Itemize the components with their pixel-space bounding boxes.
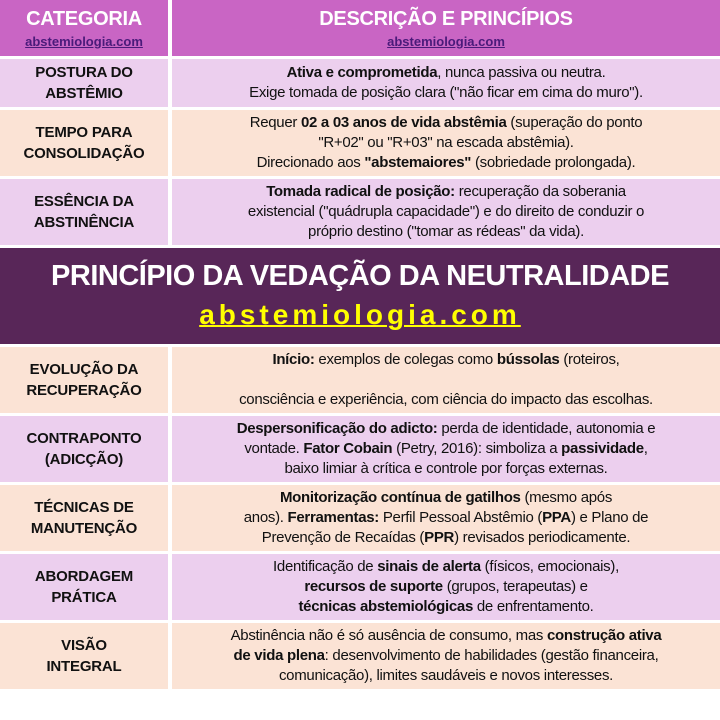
description-line [248,202,644,222]
table-row-description [172,623,720,689]
table-row-category [0,110,168,176]
category-line: (ADICÇÃO) [44,451,124,468]
category-line: ABSTÊMIO [45,85,123,102]
category-line: ESSÊNCIA DA [34,193,134,210]
text: : desenvolvimento de habilidades (gestão financeira, [324,647,659,664]
text: existencial ("quádrupla capacidade") e do direito de conduzir o [247,203,645,220]
emphasis-text: recursos de suporte [304,578,443,595]
text: vontade. [244,440,304,457]
category-line: VISÃO [61,637,107,654]
emphasis-text: de vida plena [233,647,325,664]
category-line: PRÁTICA [51,589,117,606]
description-line [250,113,643,133]
text: Perfil Pessoal Abstêmio ( [378,509,543,526]
text: , nunca passiva ou neutra. [437,64,606,81]
text: (sobriedade prolongada). [471,154,636,171]
table-row-category [0,416,168,482]
description-line [231,626,662,646]
text: Requer [249,114,301,131]
header-description [172,0,720,56]
text: ) revisados periodicamente. [454,529,631,546]
table-row-description [172,179,720,245]
description-line [444,370,448,390]
description-line [239,390,653,410]
description-line [287,63,606,83]
emphasis-text: Ferramentas: [287,509,379,526]
emphasis-text: "abstemaiores" [364,154,472,171]
header-description-title: DESCRIÇÃO E PRINCÍPIOS [319,7,573,30]
emphasis-text: Despersonificação do adicto: [236,420,438,437]
description-line [279,666,613,686]
text: de enfrentamento. [473,598,594,615]
emphasis-text: PPR [424,529,455,546]
text: (Petry, 2016): simboliza a [392,440,562,457]
table-row-category [0,554,168,620]
emphasis-text: PPA [542,509,571,526]
text: comunicação), limites saudáveis e novos interesses. [278,667,614,684]
table-row-description [172,554,720,620]
text: (superação do ponto [506,114,643,131]
banner-url[interactable]: abstemiologia.com [199,299,521,330]
description-line [244,439,647,459]
description-line [257,153,636,173]
description-line [280,488,612,508]
description-line [308,222,584,242]
emphasis-text: sinais de alerta [377,558,481,575]
table-row-description [172,110,720,176]
header-category [0,0,168,56]
text: Prevenção de Recaídas ( [261,529,425,546]
category-line: POSTURA DO [35,64,133,81]
text: baixo limiar à crítica e controle por forças externas. [284,460,608,477]
description-line [234,646,659,666]
category-line: EVOLUÇÃO DA [29,361,139,378]
category-line: MANUTENÇÃO [30,520,138,537]
banner-title: PRINCÍPIO DA VEDAÇÃO DA NEUTRALIDADE [51,260,669,292]
text: Abstinência não é só ausência de consumo, mas [230,627,547,644]
text: , [643,440,648,457]
description-line [272,350,619,370]
overlay-banner [0,248,720,344]
description-line [262,528,630,548]
description-line [249,83,643,103]
category-line: INTEGRAL [46,658,122,675]
text: (físicos, emocionais), [480,558,619,575]
category-line: TEMPO PARA [35,124,133,141]
text: ) e Plano de [570,509,649,526]
table-row-category [0,59,168,107]
description-line [298,597,593,617]
emphasis-text: 02 a 03 anos de vida abstêmia [300,114,507,131]
category-line: ABORDAGEM [34,568,134,585]
text: Exige tomada de posição clara ("não ficar em cima do muro"). [249,84,643,101]
description-line [273,557,619,577]
category-line: CONSOLIDAÇÃO [23,145,145,162]
category-line: TÉCNICAS DE [34,499,134,516]
category-line: ABSTINÊNCIA [33,214,135,231]
description-line [266,182,626,202]
category-line: CONTRAPONTO [26,430,142,447]
emphasis-text: Início: [272,351,315,368]
description-line [284,459,607,479]
text: (grupos, terapeutas) e [442,578,588,595]
description-line [244,508,648,528]
description-line [318,133,573,153]
text: perda de identidade, autonomia e [437,420,656,437]
table-row-category [0,347,168,413]
table-row-category [0,623,168,689]
emphasis-text: Monitorização contínua de gatilhos [279,489,521,506]
table-row-description [172,485,720,551]
text: anos). [243,509,288,526]
text: Identificação de [273,558,378,575]
emphasis-text: construção ativa [546,627,662,644]
emphasis-text: Ativa e comprometida [286,64,438,81]
text: consciência e experiência, com ciência do impacto das escolhas. [239,391,653,408]
description-line [304,577,587,597]
emphasis-text: Fator Cobain [303,440,393,457]
text: (roteiros, [559,351,620,368]
table-row-description [172,347,720,413]
table-row-description [172,59,720,107]
table-row-category [0,179,168,245]
category-line: RECUPERAÇÃO [26,382,142,399]
header-category-title: CATEGORIA [26,7,142,30]
emphasis-text: bússolas [496,351,560,368]
header-description-link[interactable]: abstemiologia.com [387,33,505,49]
table-row-description [172,416,720,482]
description-line [237,419,656,439]
text: (mesmo após [520,489,613,506]
text: "R+02" ou "R+03" na escada abstêmia). [318,134,574,151]
table-row-category [0,485,168,551]
emphasis-text: Tomada radical de posição: [266,183,455,200]
text: exemplos de colegas como [314,351,497,368]
text: próprio destino ("tomar as rédeas" da vida). [308,223,584,240]
header-category-link[interactable]: abstemiologia.com [25,33,143,49]
text: Direcionado aos [256,154,365,171]
emphasis-text: passividade [561,440,644,457]
text: recuperação da soberania [454,183,626,200]
emphasis-text: técnicas abstemiológicas [298,598,473,615]
